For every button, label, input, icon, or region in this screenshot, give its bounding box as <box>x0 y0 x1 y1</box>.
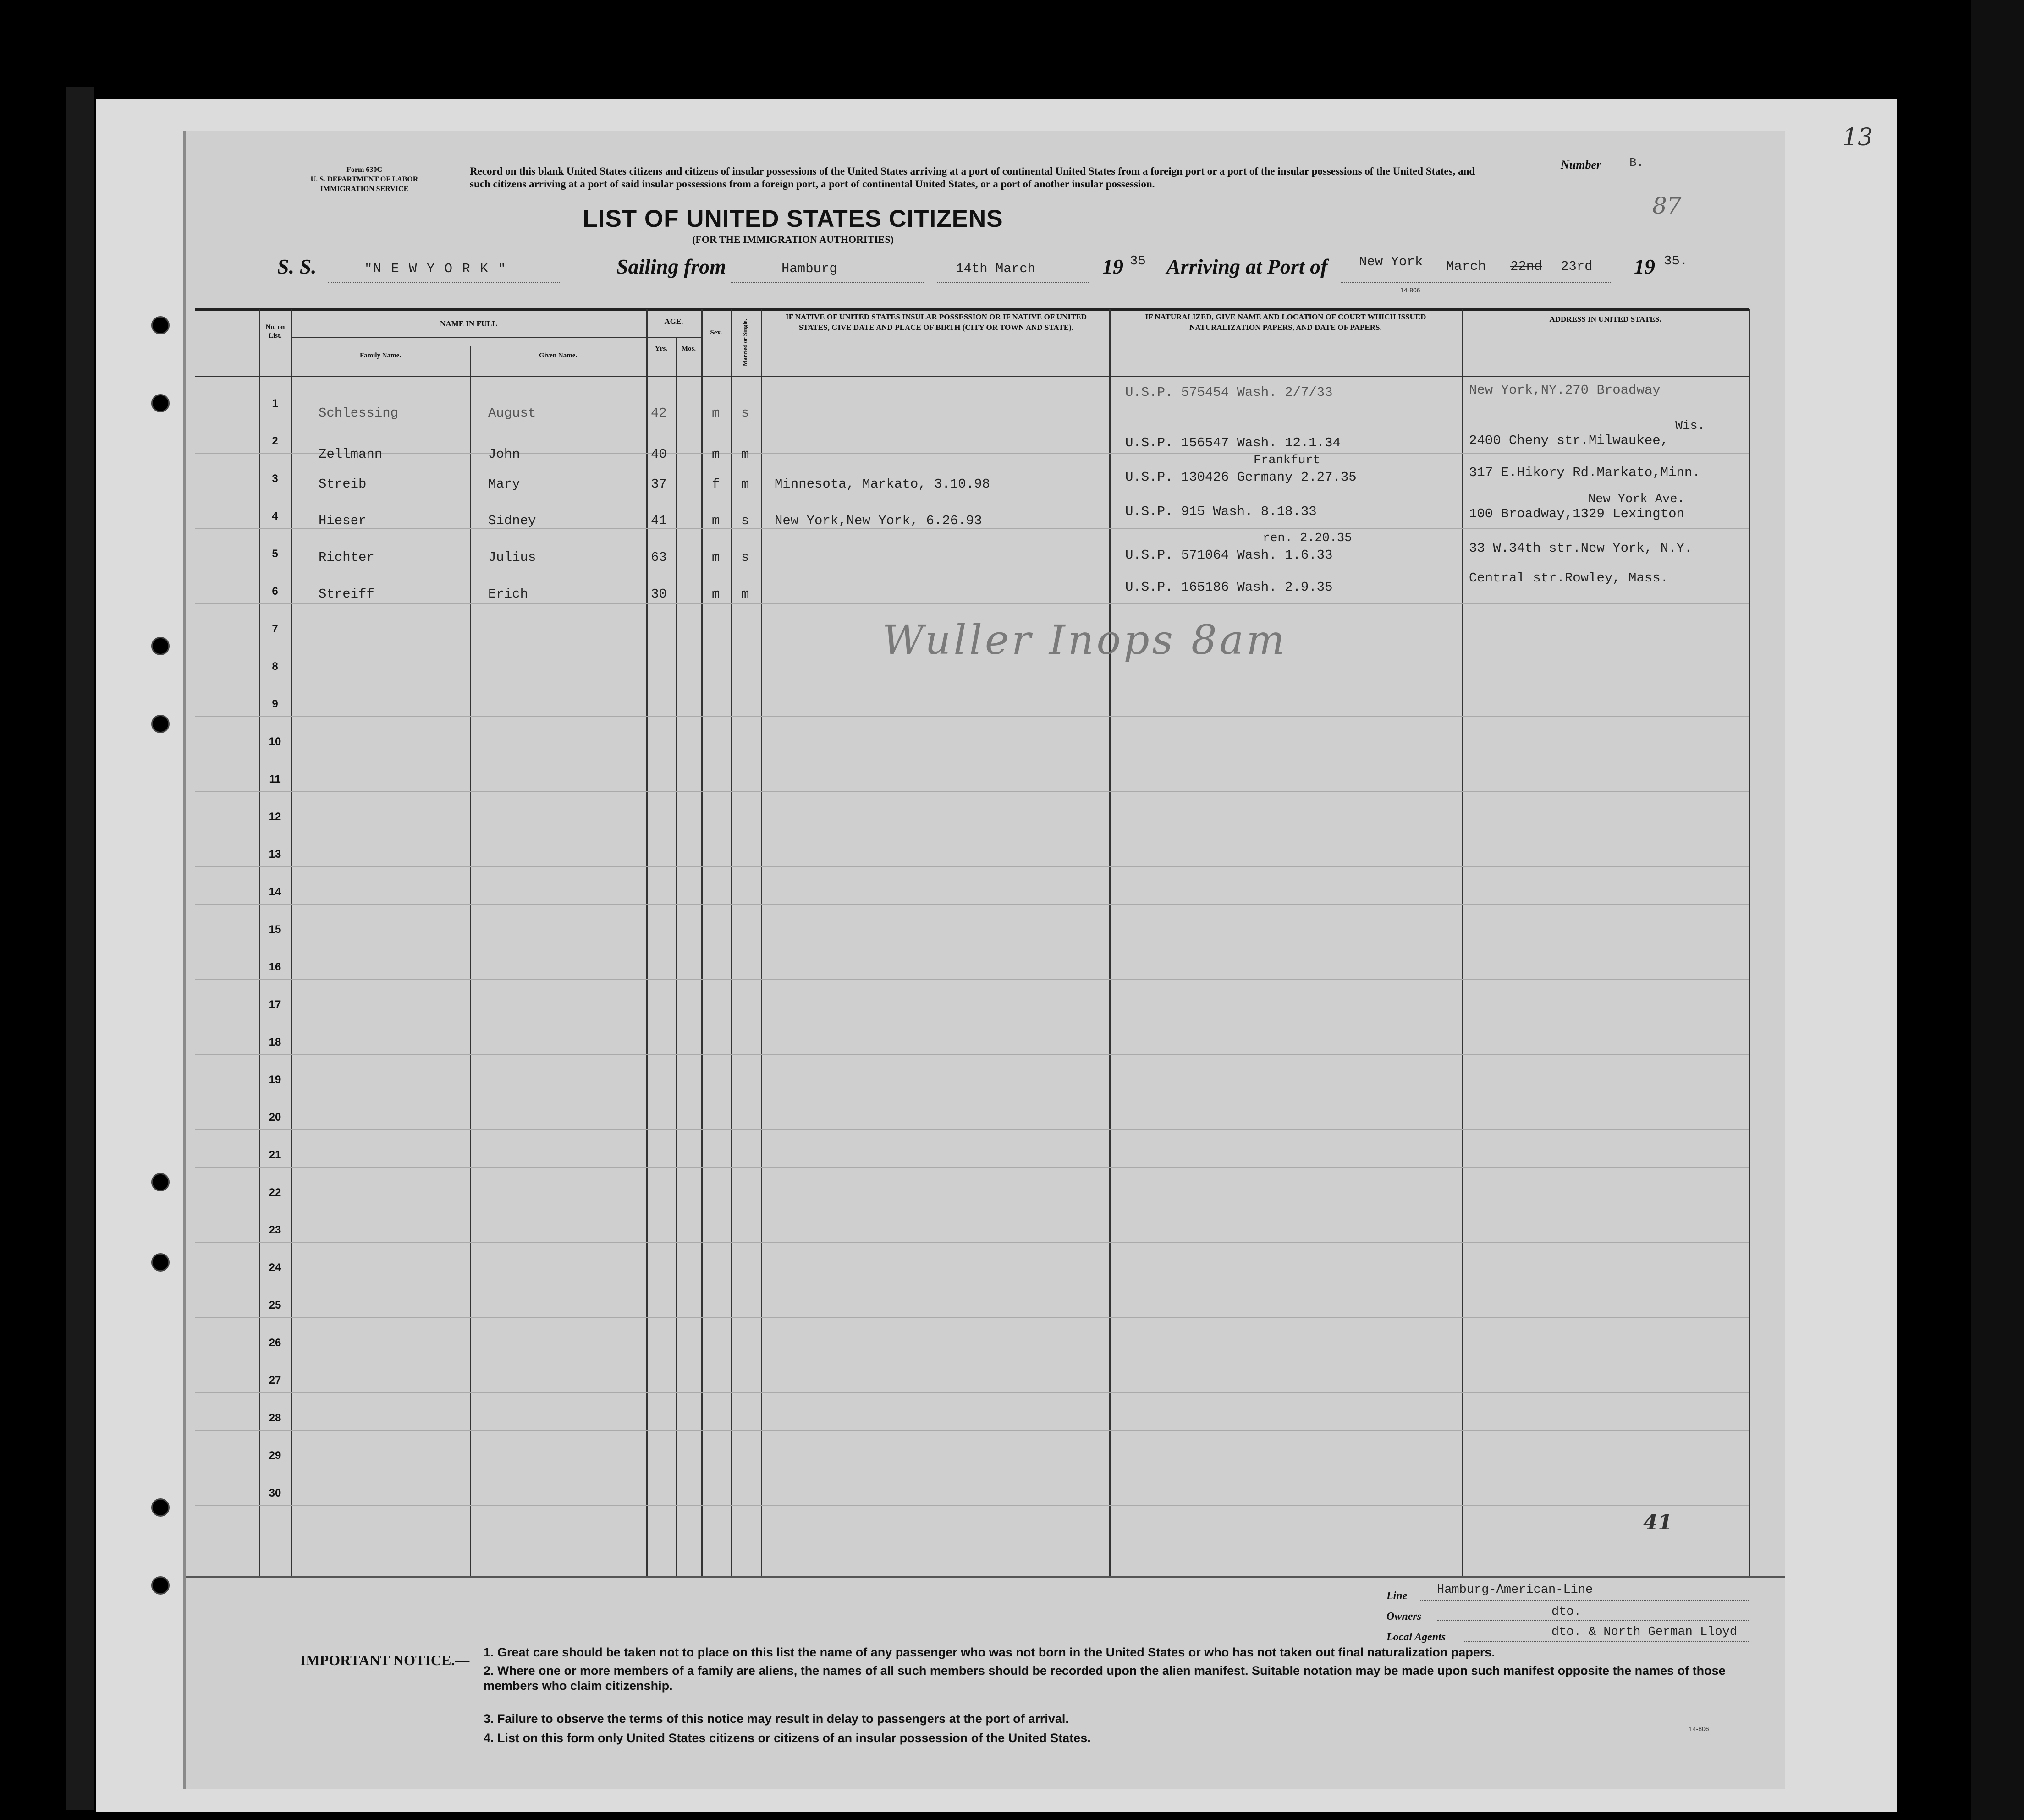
row-number: 14 <box>269 886 281 898</box>
form-code-top: 14-806 <box>1400 286 1420 294</box>
department-name: U. S. DEPARTMENT OF LABOR <box>310 175 418 183</box>
header-bottom-rule <box>195 376 1749 377</box>
row-number: 26 <box>269 1337 281 1349</box>
arrival-date: 23rd <box>1561 259 1593 274</box>
subheader-rule <box>646 337 701 338</box>
arrival-port: New York <box>1359 254 1423 269</box>
given-name-cell: John <box>488 447 520 462</box>
arrival-month: March <box>1446 259 1486 274</box>
row-number: 17 <box>269 998 281 1011</box>
naturalization-cell: U.S.P. 130426 Germany 2.27.35 <box>1125 470 1357 485</box>
row-rule <box>195 1129 1749 1130</box>
address-cell: 33 W.34th str.New York, N.Y. <box>1469 541 1693 556</box>
family-name-cell: Streiff <box>319 587 374 602</box>
age-years-cell: 30 <box>651 587 667 602</box>
given-name-cell: Julius <box>488 550 536 565</box>
col-header-sex: Sex. <box>710 329 722 336</box>
row-number: 16 <box>269 961 281 973</box>
list-annotation: 87 <box>1652 192 1682 219</box>
row-number: 21 <box>269 1149 281 1161</box>
subheader-rule <box>291 337 646 338</box>
row-rule <box>195 1167 1749 1168</box>
row-number: 24 <box>269 1261 281 1274</box>
marital-status-cell: m <box>741 587 749 602</box>
sailing-year-prefix: 19 <box>1102 255 1123 278</box>
row-number: 20 <box>269 1111 281 1124</box>
page-subtitle: (FOR THE IMMIGRATION AUTHORITIES) <box>692 234 894 245</box>
marital-status-cell: s <box>741 550 749 565</box>
row-number: 28 <box>269 1412 281 1424</box>
row-number: 10 <box>269 735 281 748</box>
address-extra-cell: New York Ave. <box>1588 493 1685 506</box>
sailing-year: 35 <box>1130 253 1146 269</box>
col-header-given-name: Given Name. <box>539 352 578 359</box>
given-name-cell: Mary <box>488 477 520 492</box>
agents-label: Local Agents <box>1386 1631 1446 1643</box>
col-header-naturalized: IF NATURALIZED, GIVE NAME AND LOCATION OF COURT WHICH ISSUED NATURALIZATION PAPERS, AND DATE OF PAPERS. <box>1145 312 1426 332</box>
sex-cell: m <box>712 550 720 565</box>
row-number: 4 <box>272 510 278 522</box>
binder-hole <box>151 1576 170 1595</box>
table-top-rule <box>195 308 1749 311</box>
address-cell: 2400 Cheny str.Milwaukee, <box>1469 433 1669 448</box>
naturalization-cell: U.S.P. 575454 Wash. 2/7/33 <box>1125 385 1333 400</box>
row-number: 30 <box>269 1487 281 1499</box>
agents-rule <box>1464 1640 1749 1642</box>
ss-label: S. S. <box>277 255 317 278</box>
age-years-cell: 41 <box>651 513 667 528</box>
line-value: Hamburg-American-Line <box>1437 1583 1593 1597</box>
address-cell: New York,NY.270 Broadway <box>1469 383 1661 398</box>
row-rule <box>195 1505 1749 1506</box>
line-label: Line <box>1386 1590 1408 1602</box>
marital-status-cell: m <box>741 447 749 462</box>
binder-hole <box>151 1173 170 1191</box>
row-number: 27 <box>269 1374 281 1387</box>
owners-rule <box>1437 1620 1749 1621</box>
col-rule <box>676 337 677 1576</box>
row-number: 22 <box>269 1186 281 1199</box>
address-cell: 317 E.Hikory Rd.Markato,Minn. <box>1469 465 1700 480</box>
row-rule <box>195 1392 1749 1393</box>
form-identifier <box>291 165 438 194</box>
col-rule <box>1109 309 1111 1576</box>
col-header-mos: Mos. <box>681 345 696 352</box>
notice-item-1: 1. Great care should be taken not to place on this list the name of any passenger who was not born in the United States or who has not taken out final naturalization papers. <box>484 1645 1495 1659</box>
row-number: 15 <box>269 923 281 936</box>
family-name-cell: Streib <box>319 477 367 492</box>
marital-status-cell: s <box>741 406 749 421</box>
agents-value: dto. & North German Lloyd <box>1551 1625 1738 1639</box>
binder-hole <box>151 316 170 334</box>
naturalization-cell: U.S.P. 156547 Wash. 12.1.34 <box>1125 435 1341 450</box>
row-number: 23 <box>269 1224 281 1236</box>
given-name-cell: Sidney <box>488 513 536 528</box>
birthplace-cell: Minnesota, Markato, 3.10.98 <box>775 477 990 492</box>
sailing-date-rule <box>937 282 1089 283</box>
row-rule <box>195 979 1749 980</box>
address-extra-cell: Wis. <box>1675 419 1705 433</box>
arrival-year-prefix: 19 <box>1634 255 1655 278</box>
sailing-port: Hamburg <box>781 261 837 276</box>
notice-item-4: 4. List on this form only United States citizens or citizens of an insular possession of the United States. <box>484 1731 1091 1745</box>
row-number: 18 <box>269 1036 281 1048</box>
arrival-port-rule <box>1341 282 1611 283</box>
row-number: 8 <box>272 660 278 673</box>
form-code-bottom: 14-806 <box>1689 1725 1709 1732</box>
number-value: B. <box>1629 156 1703 170</box>
ship-name-rule <box>328 282 561 283</box>
row-number: 9 <box>272 698 278 710</box>
notice-item-3: 3. Failure to observe the terms of this notice may result in delay to passengers at the port of arrival. <box>484 1712 1069 1726</box>
row-number: 12 <box>269 811 281 823</box>
col-header-address: ADDRESS IN UNITED STATES. <box>1549 315 1661 323</box>
age-years-cell: 63 <box>651 550 667 565</box>
family-name-cell: Hieser <box>319 513 367 528</box>
col-header-native: IF NATIVE OF UNITED STATES INSULAR POSSESSION OR IF NATIVE OF UNITED STATES, GIVE DATE AND PLACE OF BIRTH (CITY OR TOWN AND STATE). <box>786 312 1087 332</box>
binder-hole <box>151 637 170 655</box>
row-number: 25 <box>269 1299 281 1311</box>
sex-cell: m <box>712 513 720 528</box>
owners-label: Owners <box>1386 1611 1422 1623</box>
address-cell: Central str.Rowley, Mass. <box>1469 570 1669 586</box>
notice-heading: IMPORTANT NOTICE.— <box>300 1652 470 1668</box>
row-rule <box>195 453 1749 454</box>
row-number: 7 <box>272 623 278 635</box>
naturalization-cell: U.S.P. 915 Wash. 8.18.33 <box>1125 504 1317 519</box>
naturalization-extra-cell: Frankfurt <box>1254 454 1320 467</box>
row-rule <box>195 1317 1749 1318</box>
number-label: Number <box>1561 158 1601 171</box>
address-cell: 100 Broadway,1329 Lexington <box>1469 506 1684 521</box>
family-name-cell: Zellmann <box>319 447 383 462</box>
binder-hole <box>151 715 170 733</box>
col-header-age: AGE. <box>664 317 683 326</box>
col-rule <box>1749 309 1750 1576</box>
col-header-family-name: Family Name. <box>360 352 401 359</box>
age-years-cell: 40 <box>651 447 667 462</box>
col-header-married: Married or Single. <box>741 319 748 366</box>
sailing-label: Sailing from <box>616 255 726 278</box>
col-rule <box>646 309 648 1576</box>
col-rule <box>731 309 732 1576</box>
sailing-port-rule <box>731 282 924 283</box>
row-number: 1 <box>272 397 278 410</box>
family-name-cell: Schlessing <box>319 406 399 421</box>
col-header-no: No. on List. <box>265 323 285 340</box>
arriving-label: Arriving at Port of <box>1166 255 1328 278</box>
birthplace-cell: New York,New York, 6.26.93 <box>775 513 982 528</box>
col-rule <box>761 309 762 1576</box>
sex-cell: m <box>712 447 720 462</box>
owners-value: dto. <box>1551 1605 1581 1619</box>
handwritten-note: Wuller Inops 8am <box>882 616 1287 663</box>
sex-cell: m <box>712 406 720 421</box>
arrival-date-struck: 22nd <box>1510 259 1542 274</box>
row-rule <box>195 866 1749 867</box>
line-rule <box>1419 1599 1749 1601</box>
binder-edge-left <box>66 87 94 1810</box>
col-rule <box>291 309 292 1576</box>
row-rule <box>195 791 1749 792</box>
row-rule <box>195 716 1749 717</box>
naturalization-cell: U.S.P. 165186 Wash. 2.9.35 <box>1125 580 1333 595</box>
table-bottom-rule <box>186 1576 1785 1578</box>
binder-edge-right <box>1971 0 2024 1820</box>
col-rule <box>1462 309 1463 1576</box>
sex-cell: m <box>712 587 720 602</box>
binder-hole <box>151 1498 170 1517</box>
row-number: 13 <box>269 848 281 861</box>
family-name-cell: Richter <box>319 550 374 565</box>
given-name-cell: Erich <box>488 587 528 602</box>
age-years-cell: 42 <box>651 406 667 421</box>
row-rule <box>195 603 1749 604</box>
row-rule <box>195 1242 1749 1243</box>
row-rule <box>195 1054 1749 1055</box>
binder-hole <box>151 1253 170 1272</box>
ship-name: "N E W Y O R K " <box>364 261 507 276</box>
row-number: 6 <box>272 585 278 598</box>
col-header-yrs: Yrs. <box>654 345 668 352</box>
col-rule <box>470 346 471 1576</box>
naturalization-extra-cell: ren. 2.20.35 <box>1263 532 1352 545</box>
given-name-cell: August <box>488 406 536 421</box>
row-number: 19 <box>269 1074 281 1086</box>
col-header-name: NAME IN FULL <box>440 319 497 328</box>
notice-item-2: 2. Where one or more members of a family are aliens, the names of all such members should be recorded upon the alien manifest. Suitable notation may be made upon such manifest opposite the names of those members who claim citizenship. <box>484 1664 1726 1693</box>
age-years-cell: 37 <box>651 477 667 492</box>
col-rule <box>701 309 703 1576</box>
row-rule <box>195 1430 1749 1431</box>
service-name: IMMIGRATION SERVICE <box>320 185 409 193</box>
binder-hole <box>151 394 170 412</box>
sailing-date: 14th March <box>956 261 1036 276</box>
marital-status-cell: m <box>741 477 749 492</box>
sex-cell: f <box>712 477 720 492</box>
arrival-year: 35. <box>1664 253 1688 269</box>
row-number: 5 <box>272 548 278 560</box>
bottom-count: 41 <box>1643 1510 1673 1535</box>
marital-status-cell: s <box>741 513 749 528</box>
row-rule <box>195 904 1749 905</box>
page-number: 13 <box>1842 124 1873 151</box>
record-instructions: Record on this blank United States citizens and citizens of insular possessions of the United States arriving at a port of continental United States from a foreign port or a port of the insular possessions of the United States, and such citizens arriving at a port of said insular possessions from a foreign port, a port of continental United States, or a port of another insular possession. <box>470 165 1475 190</box>
row-number: 3 <box>272 472 278 485</box>
row-number: 29 <box>269 1449 281 1462</box>
row-rule <box>195 528 1749 529</box>
form-number: Form 630C <box>346 166 382 174</box>
row-number: 2 <box>272 435 278 447</box>
naturalization-cell: U.S.P. 571064 Wash. 1.6.33 <box>1125 548 1333 563</box>
manifest-page <box>183 131 1785 1789</box>
row-number: 11 <box>269 773 281 785</box>
page-title: LIST OF UNITED STATES CITIZENS <box>583 205 1003 232</box>
